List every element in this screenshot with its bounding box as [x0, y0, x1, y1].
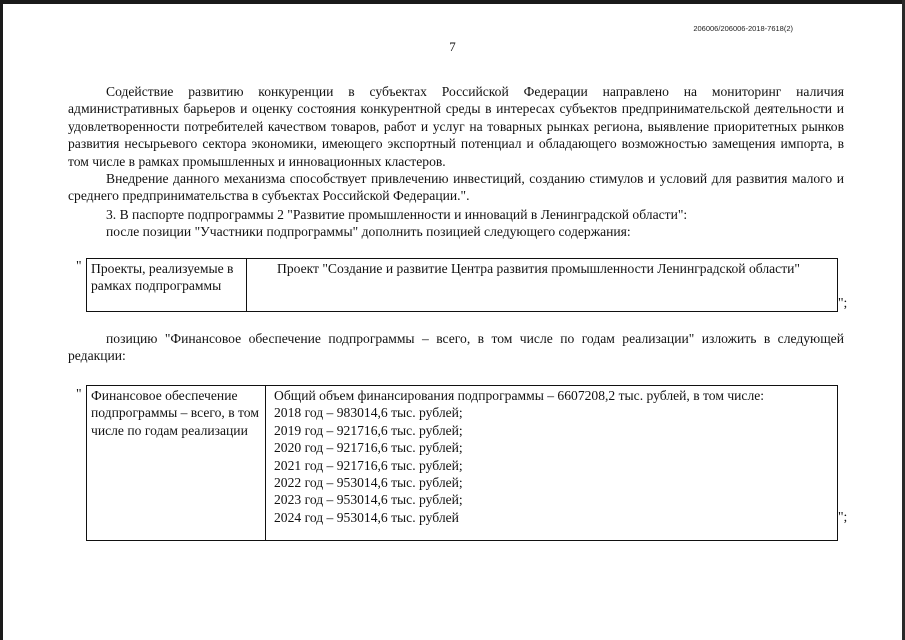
table-projects-value-text: Проект "Создание и развитие Центра развития промышленности Ленинградской области" — [277, 261, 800, 276]
funding-year-line: 2018 год – 983014,6 тыс. рублей; — [274, 405, 463, 421]
table-projects-open-quote: " — [76, 258, 82, 273]
table-projects-close-quote: "; — [838, 295, 848, 310]
table-row — [87, 386, 838, 541]
page-number: 7 — [449, 39, 456, 54]
table-funding-value — [266, 386, 838, 541]
paragraph-funding-position: позицию "Финансовое обеспечение подпрограммы – всего, в том числе по годам реализации" изложить в следующей редакции: — [68, 331, 844, 364]
scan-edge-left — [0, 0, 3, 640]
funding-total-line: Общий объем финансирования подпрограммы – 6607208,2 тыс. рублей, в том числе: — [274, 388, 765, 403]
paragraph-item-3: 3. В паспорте подпрограммы 2 "Развитие промышленности и инноваций в Ленинградской области": — [106, 207, 688, 222]
funding-year-line: 2020 год – 921716,6 тыс. рублей; — [274, 440, 463, 456]
paragraph-after-participants: после позиции "Участники подпрограммы" дополнить позицией следующего содержания: — [106, 224, 631, 239]
funding-year-line: 2023 год – 953014,6 тыс. рублей; — [274, 492, 463, 508]
funding-year-line: 2024 год – 953014,6 тыс. рублей — [274, 509, 459, 525]
table-funding-close-quote: "; — [838, 509, 848, 524]
funding-year-line: 2021 год – 921716,6 тыс. рублей; — [274, 457, 463, 473]
table-projects-label: Проекты, реализуемые в рамках подпрограммы — [87, 259, 247, 312]
funding-year-line: 2019 год – 921716,6 тыс. рублей; — [274, 422, 463, 438]
funding-year-line: 2022 год – 953014,6 тыс. рублей; — [274, 475, 463, 491]
table-row — [87, 259, 838, 312]
document-id: 206006/206006-2018-7618(2) — [693, 24, 793, 33]
table-funding — [86, 385, 838, 541]
table-funding-label: Финансовое обеспечение подпрограммы – всего, в том числе по годам реализации — [87, 386, 266, 541]
paragraph-mechanism: Внедрение данного механизма способствует привлечению инвестиций, созданию стимулов и условий для развития малого и среднего предпринимательства в субъектах Российской Федерации.". — [68, 171, 844, 204]
table-projects-value — [247, 259, 838, 312]
table-projects — [86, 258, 838, 312]
table-funding-open-quote: " — [76, 386, 82, 401]
paragraph-competition: Содействие развитию конкуренции в субъектах Российской Федерации направлено на мониторинг наличия административных барьеров и оценку состояния конкурентной среды в интересах субъектов предпринимательской деятельности и удовлетворенности потребителей качеством товаров, работ и услуг на товарных рынках региона, выявление приоритетных рынков развития несырьевого сектора экономики, имеющего экспортный потенциал и обладающего возможностью замещения импорта, в том числе в рамках промышленных и инновационных кластеров. — [68, 84, 844, 169]
scan-edge-top — [0, 0, 905, 4]
